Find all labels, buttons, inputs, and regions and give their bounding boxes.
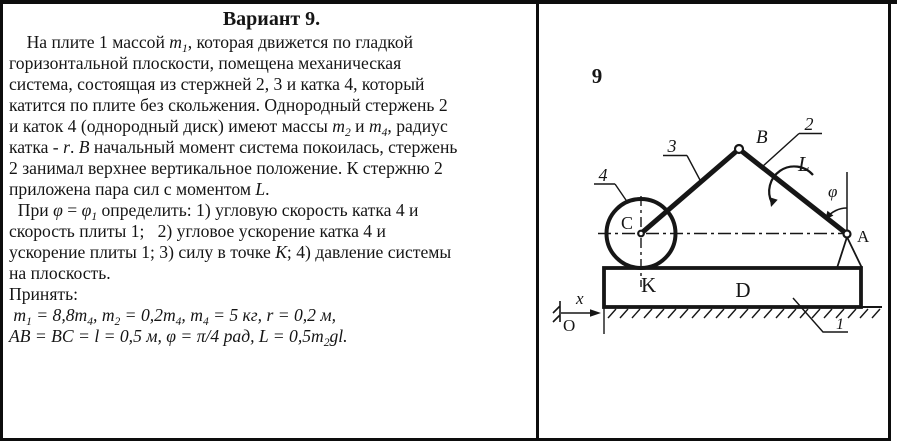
leader-rod-3 bbox=[663, 156, 700, 181]
problem-text-line: на плоскость. bbox=[9, 263, 111, 283]
mechanism-figure bbox=[537, 0, 890, 440]
problem-text-line: ускорение плиты 1; 3) силу в точке К; 4) давление системы bbox=[9, 242, 452, 262]
leader-rod-2 bbox=[762, 134, 822, 168]
problem-text-line: скорость плиты 1; 2) угловое ускорение катка 4 и bbox=[9, 221, 386, 241]
problem-text-line: При $\varphi = \varphi_1$ определить: 1) угловую скорость катка 4 и bbox=[9, 200, 419, 223]
leader-roller-4 bbox=[594, 184, 628, 203]
problem-text-line: приложена пара сил с моментом L. bbox=[9, 179, 270, 199]
table-border-left bbox=[0, 0, 3, 441]
variant-title: Вариант 9. bbox=[222, 8, 321, 30]
label-origin-o: O bbox=[563, 316, 576, 335]
figure-number-label: 9 bbox=[591, 64, 603, 88]
label-angle-phi: φ bbox=[828, 182, 838, 201]
label-rod-2: 2 bbox=[804, 114, 814, 134]
moment-arc-arrowhead bbox=[770, 197, 778, 207]
pin-a bbox=[844, 231, 851, 238]
origin-wall-symbol bbox=[553, 301, 560, 322]
pin-c bbox=[638, 231, 644, 237]
x-axis-arrowhead bbox=[590, 309, 601, 317]
label-axis-x: x bbox=[576, 289, 584, 308]
problem-text bbox=[9, 32, 534, 347]
problem-text-line: 2 занимал верхнее вертикальное положение. К стержню 2 bbox=[9, 158, 443, 178]
label-moment-l: L bbox=[798, 152, 810, 176]
pin-b bbox=[735, 145, 743, 153]
problem-text-line: катится по плите без скольжения. Однородный стержень 2 bbox=[9, 95, 448, 115]
problem-text-line: На плите 1 массой $m_1$, которая движется по гладкой bbox=[9, 32, 414, 55]
problem-text-line: и каток 4 (однородный диск) имеют массы $m_2$ и $m_4$, радиус bbox=[9, 116, 448, 139]
label-roller-4: 4 bbox=[598, 165, 608, 185]
label-point-k: K bbox=[641, 273, 657, 297]
problem-text-line: Принять: bbox=[9, 284, 79, 304]
problem-text-line: система, состоящая из стержней 2, 3 и катка 4, который bbox=[9, 74, 425, 94]
label-point-a: A bbox=[857, 227, 870, 246]
problem-statement-cell bbox=[9, 6, 534, 347]
label-point-c: C bbox=[621, 213, 634, 233]
problem-text-line: $m_1 = 8,8m_4$, $m_2 = 0,2m_4$, $m_4 = 5$ кг, r = 0,2 м, bbox=[13, 305, 336, 328]
problem-text-line: AB = BC = l = 0,5 м, φ = π/4 рад, $L = 0,5m_2gl$. bbox=[9, 326, 348, 349]
label-point-b: B bbox=[756, 127, 768, 148]
label-rod-3: 3 bbox=[667, 136, 677, 156]
problem-text-line: горизонтальной плоскости, помещена механическая bbox=[9, 53, 402, 73]
label-point-d: D bbox=[735, 278, 751, 302]
label-plate-1: 1 bbox=[836, 316, 844, 333]
problem-text-line: катка - r. В начальный момент система покоилась, стержень bbox=[9, 137, 458, 157]
